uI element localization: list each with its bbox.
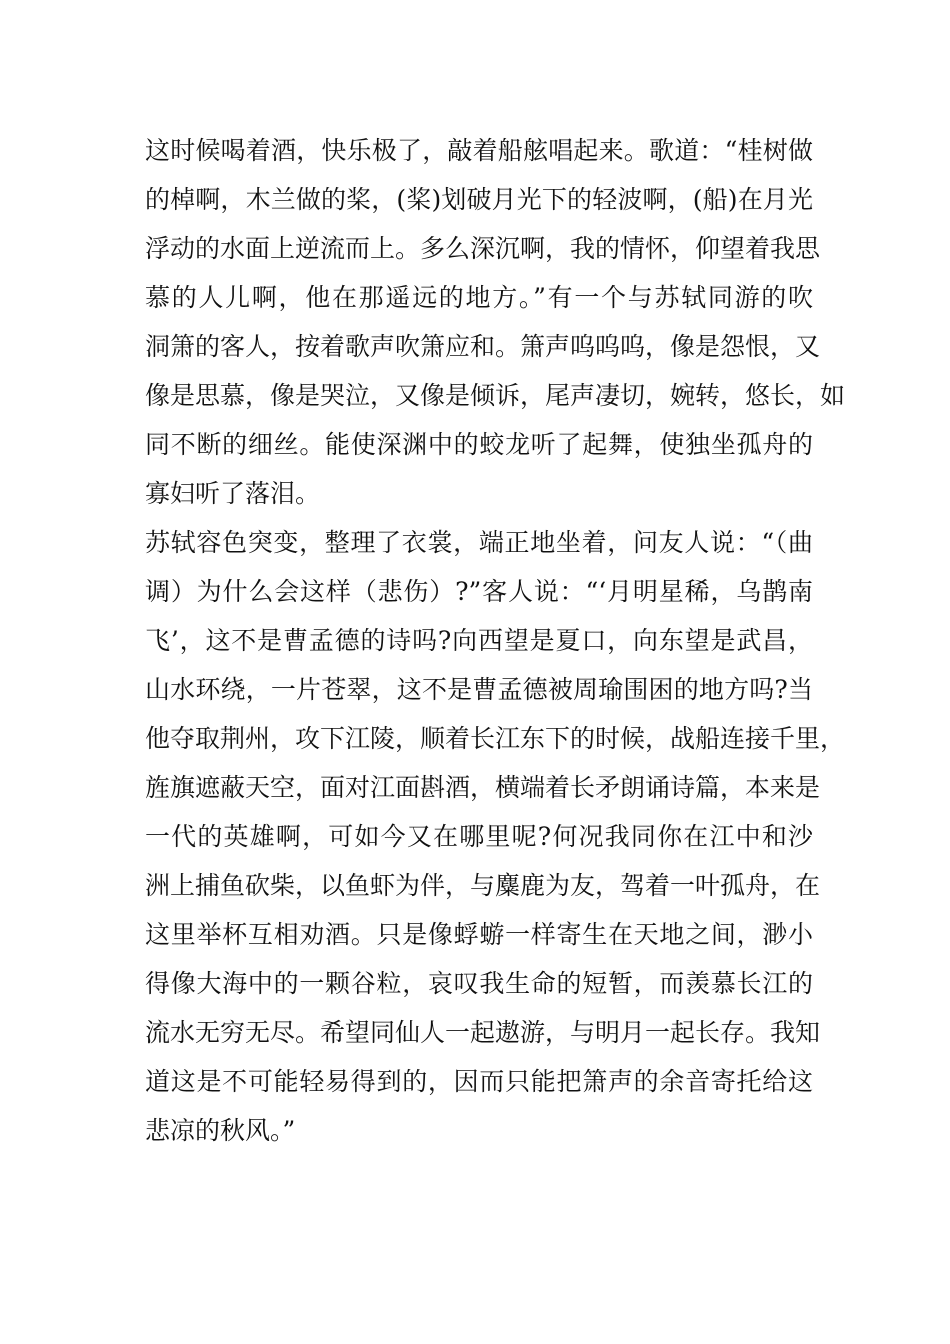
paragraph-line: 调）为什么会这样（悲伤）?”客人说：“‘月明星稀，乌鹊南 <box>145 577 813 606</box>
paragraph-line: 山水环绕，一片苍翠，这不是曹孟德被周瑜围困的地方吗?当 <box>145 675 813 704</box>
paragraph-line: 寡妇听了落泪。 <box>145 479 321 508</box>
paragraph-line: 这里举杯互相劝酒。只是像蜉蝣一样寄生在天地之间，渺小 <box>145 920 813 949</box>
paragraph-line: 洲上捕鱼砍柴，以鱼虾为伴，与麋鹿为友，驾着一叶孤舟，在 <box>145 871 821 900</box>
paragraph-1 <box>145 126 846 518</box>
paragraph-line: 旌旗遮蔽天空，面对江面斟酒，横端着长矛朗诵诗篇，本来是 <box>145 773 821 802</box>
paragraph-line: 像是思慕，像是哭泣，又像是倾诉，尾声凄切，婉转，悠长，如 <box>145 381 846 410</box>
paragraph-line: 流水无穷无尽。希望同仙人一起遨游，与明月一起长存。我知 <box>145 1018 821 1047</box>
paragraph-line: 这时候喝着酒，快乐极了，敲着船舷唱起来。歌道：“桂树做 <box>145 136 813 165</box>
paragraph-line: 苏轼容色突变，整理了衣裳，端正地坐着，问友人说：“（曲 <box>145 528 813 557</box>
paragraph-line: 飞’，这不是曹孟德的诗吗?向西望是夏口，向东望是武昌， <box>145 626 813 655</box>
document-body <box>145 126 846 1155</box>
paragraph-line: 浮动的水面上逆流而上。多么深沉啊，我的情怀，仰望着我思 <box>145 234 821 263</box>
paragraph-line: 他夺取荆州，攻下江陵，顺着长江东下的时候，战船连接千里， <box>145 724 846 753</box>
paragraph-line: 慕的人儿啊，他在那遥远的地方。”有一个与苏轼同游的吹 <box>145 283 813 312</box>
paragraph-line: 悲凉的秋风。” <box>145 1116 296 1145</box>
paragraph-line: 洞箫的客人，按着歌声吹箫应和。箫声呜呜呜，像是怨恨，又 <box>145 332 821 361</box>
paragraph-line: 的棹啊，木兰做的桨，(桨)划破月光下的轻波啊，(船)在月光 <box>145 185 813 214</box>
paragraph-line: 道这是不可能轻易得到的，因而只能把箫声的余音寄托给这 <box>145 1067 813 1096</box>
paragraph-line: 一代的英雄啊，可如今又在哪里呢?何况我同你在江中和沙 <box>145 822 813 851</box>
paragraph-line: 得像大海中的一颗谷粒，哀叹我生命的短暂，而羡慕长江的 <box>145 969 813 998</box>
paragraph-line: 同不断的细丝。能使深渊中的蛟龙听了起舞，使独坐孤舟的 <box>145 430 813 459</box>
paragraph-2 <box>145 518 846 1155</box>
